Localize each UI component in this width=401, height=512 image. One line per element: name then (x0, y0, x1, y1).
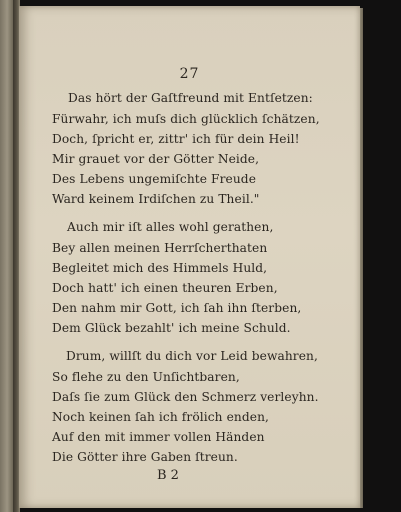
verse-line: Auf den mit immer vollen Händen (52, 430, 265, 444)
verse-line: Daſs ſie zum Glück den Schmerz verleyhn. (52, 390, 319, 404)
verse-line: Den nahm mir Gott, ich ſah ihn ſterben, (52, 301, 302, 315)
verse-line: So flehe zu den Unſichtbaren, (52, 370, 240, 384)
verse-line: Die Götter ihre Gaben ſtreun. (52, 450, 238, 464)
verse-line: Drum, willſt du dich vor Leid bewahren, (66, 349, 318, 363)
verse-line: Begleitet mich des Himmels Huld, (52, 261, 268, 275)
verse-line: Doch, ſpricht er, zittr' ich für dein Heil! (52, 132, 300, 146)
verse-line: Ward keinem Irdiſchen zu Theil." (52, 192, 260, 206)
verse-line: Bey allen meinen Herrſcherthaten (52, 241, 268, 255)
signature-mark: B 2 (157, 468, 179, 483)
book-page (19, 6, 360, 508)
verse-line: Fürwahr, ich muſs dich glücklich ſchätzen, (52, 112, 320, 126)
verse-line: Dem Glück bezahlt' ich meine Schuld. (52, 321, 291, 335)
verse-line: Das hört der Gaſtfreund mit Entſetzen: (68, 91, 313, 105)
verse-line: Doch hatt' ich einen theuren Erben, (52, 281, 278, 295)
verse-line: Des Lebens ungemiſchte Freude (52, 172, 257, 186)
verse-line: Noch keinen ſah ich frölich enden, (52, 410, 269, 424)
verse-line: Auch mir iſt alles wohl gerathen, (67, 220, 274, 234)
facing-page-edge (0, 0, 13, 512)
page-number: 27 (179, 66, 200, 82)
verse-line: Mir grauet vor der Götter Neide, (52, 152, 260, 166)
